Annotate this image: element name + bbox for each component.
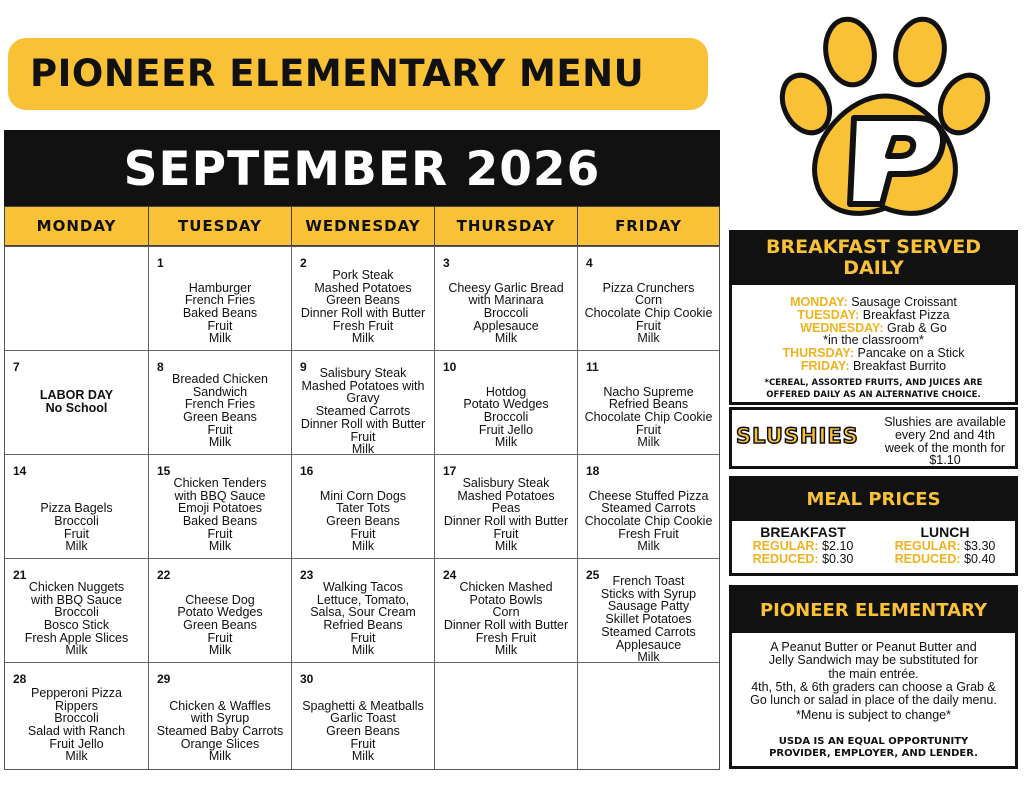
- breakfast-note-line1: *CEREAL, ASSORTED FRUITS, AND JUICES ARE: [764, 377, 983, 388]
- menu-item: Refried Beans: [323, 617, 403, 632]
- page-title: PIONEER ELEMENTARY MENU: [30, 52, 645, 95]
- menu-item: Mashed Potatoes with: [301, 378, 425, 393]
- calendar-day-cell: [578, 559, 719, 663]
- day-number: 8: [157, 360, 164, 374]
- calendar-day-cell: [578, 351, 719, 455]
- regular-label: REGULAR:: [894, 539, 961, 553]
- menu-item: Rippers: [54, 698, 99, 713]
- breakfast-dish: *in the classroom*: [823, 333, 924, 348]
- day-number: 17: [443, 464, 457, 478]
- calendar-day-cell: [435, 559, 578, 663]
- day-number: 11: [586, 360, 599, 374]
- calendar-day-cell: [5, 455, 149, 559]
- month-header: [4, 130, 720, 206]
- menu-item: Garlic Toast: [330, 711, 396, 726]
- menu-item: French Fries: [184, 293, 256, 308]
- menu-item: Fruit: [207, 526, 233, 541]
- menu-items: [5, 581, 148, 657]
- menu-change-note: *Menu is subject to change*: [796, 708, 951, 723]
- menu-item: Broccoli: [483, 305, 529, 320]
- day-number: 16: [300, 464, 314, 478]
- menu-item: Hamburger: [188, 280, 252, 295]
- menu-item: with Marinara: [468, 293, 544, 308]
- title-banner: [8, 38, 708, 110]
- menu-item: Fruit: [207, 630, 233, 645]
- menu-items: [578, 490, 719, 554]
- breakfast-title-line1: BREAKFAST SERVED: [765, 236, 982, 258]
- info-line: Go lunch or salad in place of the daily menu.: [750, 693, 997, 708]
- menu-item: Broccoli: [54, 711, 99, 726]
- calendar-day-cell: [435, 351, 578, 455]
- menu-items: [578, 575, 719, 664]
- menu-item: Green Beans: [183, 617, 257, 632]
- calendar-day-cell: [435, 455, 578, 559]
- lunch-regular-price: $3.30: [964, 539, 996, 553]
- menu-items: [292, 269, 434, 345]
- menu-item: Sausage Patty: [607, 599, 690, 614]
- menu-item: Chocolate Chip Cookie: [584, 305, 713, 320]
- reduced-label: REDUCED:: [894, 552, 961, 566]
- day-number: 10: [443, 360, 457, 374]
- calendar-day-cell: [578, 663, 719, 769]
- menu-item: French Toast: [612, 574, 685, 588]
- menu-item: Peas: [491, 501, 521, 516]
- lunch-price-label: LUNCH: [920, 524, 970, 540]
- menu-item: Spaghetti & Meatballs: [302, 698, 424, 713]
- menu-items: [5, 502, 148, 553]
- menu-items: [149, 477, 291, 553]
- menu-item: Fruit: [493, 526, 519, 541]
- slushies-line: $1.10: [929, 453, 961, 468]
- breakfast-note: [732, 377, 1015, 401]
- menu-item: Broccoli: [54, 605, 99, 620]
- breakfast-price-label: BREAKFAST: [760, 524, 846, 540]
- menu-item: Green Beans: [326, 723, 400, 738]
- menu-item: Chicken Mashed: [459, 579, 553, 594]
- menu-item: Salad with Ranch: [27, 723, 126, 738]
- menu-item: Walking Tacos: [323, 579, 403, 594]
- day-number: 23: [300, 568, 314, 582]
- school-info-panel: [729, 585, 1018, 769]
- menu-items: [149, 594, 291, 658]
- breakfast-dish: Breakfast Burrito: [853, 358, 947, 373]
- breakfast-note-line2: OFFERED DAILY AS AN ALTERNATIVE CHOICE.: [766, 389, 981, 400]
- day-number: 22: [157, 568, 171, 582]
- calendar-day-cell: [5, 247, 149, 351]
- menu-item: Milk: [65, 749, 88, 764]
- day-number: 24: [443, 568, 457, 582]
- menu-item: Applesauce: [615, 637, 682, 652]
- menu-items: [149, 373, 291, 449]
- breakfast-dish: Grab & Go: [887, 320, 947, 335]
- menu-item: Refried Beans: [608, 397, 689, 412]
- menu-item: Milk: [208, 749, 232, 764]
- menu-item: Dinner Roll with Butter: [443, 617, 569, 632]
- meal-prices-panel: [729, 476, 1018, 576]
- calendar-day-cell: [578, 247, 719, 351]
- info-line: Jelly Sandwich may be substituted for: [768, 653, 979, 668]
- info-line: 4th, 5th, & 6th graders can choose a Grab &: [751, 679, 996, 694]
- calendar-day-cell: [5, 559, 149, 663]
- menu-item: Mashed Potatoes: [457, 488, 555, 503]
- menu-item: Sandwich: [192, 384, 248, 399]
- menu-item: Green Beans: [183, 409, 257, 424]
- menu-item: Milk: [351, 539, 375, 554]
- menu-item: No School: [45, 400, 108, 415]
- weekday-tuesday: TUESDAY: [149, 207, 292, 245]
- usda-line1: USDA IS AN EQUAL OPPORTUNITY: [778, 736, 969, 748]
- slushies-line: week of the month for: [884, 440, 1006, 455]
- menu-item: Fruit Jello: [478, 422, 534, 437]
- menu-item: LABOR DAY: [39, 388, 114, 402]
- reduced-label: REDUCED:: [752, 552, 819, 566]
- menu-item: Fruit: [350, 630, 376, 645]
- breakfast-title: [732, 233, 1015, 285]
- menu-item: Fresh Fruit: [618, 526, 679, 541]
- menu-item: Dinner Roll with Butter: [300, 305, 426, 320]
- day-number: 2: [300, 256, 307, 270]
- menu-item: Steamed Carrots: [315, 404, 411, 419]
- breakfast-panel: [729, 230, 1018, 405]
- usda-statement: [732, 736, 1015, 760]
- breakfast-regular-price: $2.10: [822, 539, 854, 553]
- day-number: 18: [586, 464, 600, 478]
- menu-item: Fruit: [636, 318, 661, 333]
- calendar-day-cell: [578, 455, 719, 559]
- menu-item: Fruit: [64, 526, 89, 541]
- slushies-title: SLUSHIES: [736, 424, 859, 448]
- menu-item: Milk: [65, 643, 88, 658]
- breakfast-day-label: MONDAY:: [790, 295, 848, 309]
- calendar-day-cell: [435, 663, 578, 769]
- menu-item: Broccoli: [54, 513, 99, 528]
- menu-calendar: [4, 130, 720, 770]
- menu-item: Salisbury Steak: [462, 475, 550, 490]
- menu-item: Fruit: [350, 736, 376, 751]
- menu-item: Dinner Roll with Butter: [443, 513, 569, 528]
- menu-item: Milk: [351, 442, 375, 457]
- menu-item: Milk: [494, 331, 518, 346]
- day-number: 3: [443, 256, 450, 270]
- breakfast-day-label: TUESDAY:: [797, 307, 860, 322]
- menu-item: Milk: [494, 539, 518, 554]
- menu-items: [578, 282, 719, 346]
- menu-item: Cheese Dog: [185, 592, 255, 607]
- menu-item: Breaded Chicken: [172, 371, 268, 386]
- menu-item: Tater Tots: [336, 501, 390, 516]
- menu-item: Milk: [351, 749, 375, 764]
- school-info-title: PIONEER ELEMENTARY: [732, 588, 1015, 633]
- menu-item: Chocolate Chip Cookie: [584, 513, 713, 528]
- breakfast-day-label: FRIDAY:: [800, 358, 850, 373]
- menu-item: Emoji Potatoes: [177, 501, 263, 516]
- weekday-thursday: THURSDAY: [435, 207, 578, 245]
- calendar-day-cell: [292, 663, 435, 769]
- calendar-day-cell: [292, 351, 435, 455]
- menu-item: Chicken Nuggets: [28, 579, 125, 594]
- menu-item: Milk: [351, 643, 375, 658]
- menu-item: Green Beans: [326, 513, 400, 528]
- menu-item: Milk: [637, 435, 660, 450]
- menu-item: Corn: [492, 605, 520, 620]
- regular-label: REGULAR:: [752, 539, 819, 553]
- breakfast-title-line2: DAILY: [843, 257, 904, 279]
- menu-item: French Fries: [184, 397, 256, 412]
- menu-item: Pepperoni Pizza: [30, 685, 123, 700]
- calendar-day-cell: [292, 247, 435, 351]
- menu-item: Corn: [634, 293, 663, 308]
- menu-items: [149, 282, 291, 346]
- info-line: A Peanut Butter or Peanut Butter and: [770, 640, 977, 654]
- month-title: SEPTEMBER 2026: [123, 142, 601, 197]
- breakfast-list: [732, 296, 1015, 373]
- menu-item: Hotdog: [485, 384, 527, 399]
- menu-item: Steamed Baby Carrots: [156, 723, 284, 738]
- breakfast-reduced-price: $0.30: [822, 552, 854, 566]
- menu-item: Milk: [637, 539, 660, 554]
- menu-item: with BBQ Sauce: [30, 592, 122, 607]
- weekday-friday: FRIDAY: [615, 217, 682, 235]
- menu-item: Milk: [208, 539, 232, 554]
- menu-item: Milk: [494, 643, 518, 658]
- menu-item: Fruit: [350, 429, 376, 444]
- calendar-day-cell: [149, 351, 292, 455]
- menu-item: Green Beans: [326, 293, 400, 308]
- menu-item: Fruit: [350, 526, 376, 541]
- menu-item: Orange Slices: [180, 736, 260, 751]
- day-number: 14: [13, 464, 27, 478]
- calendar-day-cell: [5, 351, 149, 455]
- menu-item: Salsa, Sour Cream: [310, 605, 416, 620]
- info-line: the main entrée.: [828, 666, 919, 681]
- menu-item: Milk: [637, 650, 660, 665]
- menu-item: Fruit Jello: [49, 736, 104, 751]
- menu-item: Gravy: [346, 391, 380, 406]
- menu-item: Chocolate Chip Cookie: [584, 409, 713, 424]
- menu-item: Mashed Potatoes: [314, 280, 412, 295]
- menu-item: Skillet Potatoes: [605, 612, 692, 627]
- calendar-day-cell: [292, 559, 435, 663]
- menu-item: Chicken & Waffles: [169, 698, 271, 713]
- menu-items: [292, 581, 434, 657]
- menu-item: Potato Wedges: [463, 397, 549, 412]
- menu-item: Cheese Stuffed Pizza: [588, 488, 709, 503]
- menu-item: Potato Bowls: [469, 592, 543, 607]
- menu-item: Mini Corn Dogs: [319, 488, 407, 503]
- menu-item: Milk: [65, 539, 88, 554]
- menu-item: Steamed Carrots: [601, 501, 696, 516]
- menu-item: Milk: [351, 331, 375, 346]
- lunch-reduced-price: $0.40: [964, 552, 996, 566]
- weekday-wednesday: WEDNESDAY: [292, 207, 435, 245]
- calendar-grid: [4, 246, 720, 770]
- day-number: 4: [586, 256, 593, 270]
- menu-items: [435, 282, 577, 346]
- menu-item: Broccoli: [483, 409, 529, 424]
- menu-items: [5, 687, 148, 763]
- menu-item: Milk: [208, 643, 232, 658]
- day-number: 28: [13, 672, 27, 686]
- menu-item: Fruit: [207, 318, 233, 333]
- menu-items: [435, 581, 577, 657]
- menu-item: with Syrup: [190, 711, 250, 726]
- menu-item: Pizza Crunchers: [602, 280, 695, 295]
- calendar-day-cell: [149, 247, 292, 351]
- slushies-line: Slushies are available: [884, 415, 1006, 429]
- menu-items: [578, 386, 719, 450]
- weekday-monday: MONDAY: [5, 207, 149, 245]
- menu-item: Milk: [208, 435, 232, 450]
- breakfast-item: [732, 360, 1015, 373]
- slushies-line: every 2nd and 4th: [894, 427, 996, 442]
- menu-item: Baked Beans: [182, 305, 258, 320]
- menu-item: Milk: [637, 331, 660, 346]
- school-info-text: [732, 641, 1015, 707]
- menu-item: Dinner Roll with Butter: [300, 416, 426, 431]
- day-number: 29: [157, 672, 171, 686]
- day-number: 25: [586, 568, 600, 582]
- menu-items: [292, 367, 434, 456]
- menu-items: [149, 700, 291, 764]
- menu-items: [435, 386, 577, 450]
- menu-items: [292, 700, 434, 764]
- day-number: 30: [300, 672, 314, 686]
- day-number: 15: [157, 464, 171, 478]
- menu-item: Pizza Bagels: [40, 501, 113, 516]
- calendar-day-cell: [149, 663, 292, 769]
- meal-prices-title: MEAL PRICES: [732, 479, 1015, 521]
- slushies-panel: [729, 407, 1018, 469]
- menu-item: Milk: [208, 331, 232, 346]
- menu-item: Baked Beans: [182, 513, 258, 528]
- calendar-day-cell: [435, 247, 578, 351]
- menu-item: Pork Steak: [332, 267, 394, 282]
- weekday-header-row: [4, 206, 720, 246]
- breakfast-day-label: THURSDAY:: [782, 346, 855, 361]
- lunch-prices: [874, 525, 1016, 566]
- no-school-notice: [5, 389, 148, 414]
- menu-items: [435, 477, 577, 553]
- calendar-day-cell: [149, 455, 292, 559]
- paw-print-icon: [770, 8, 1000, 228]
- menu-item: Milk: [494, 435, 518, 450]
- menu-item: Potato Wedges: [177, 605, 263, 620]
- menu-items: [292, 490, 434, 554]
- menu-item: Fruit: [636, 422, 661, 437]
- breakfast-day-label: WEDNESDAY:: [800, 320, 884, 335]
- day-number: 9: [300, 360, 307, 374]
- menu-item: Fresh Apple Slices: [24, 630, 129, 645]
- menu-item: Salisbury Steak: [319, 366, 407, 380]
- day-number: 7: [13, 360, 20, 374]
- usda-line2: PROVIDER, EMPLOYER, AND LENDER.: [769, 748, 978, 760]
- menu-item: Applesauce: [473, 318, 539, 333]
- menu-item: Fresh Fruit: [332, 318, 394, 333]
- menu-item: Fresh Fruit: [475, 630, 537, 645]
- breakfast-dish: Pancake on a Stick: [857, 346, 965, 361]
- menu-item: Chicken Tenders: [173, 475, 267, 490]
- calendar-day-cell: [149, 559, 292, 663]
- breakfast-dish: Breakfast Pizza: [862, 307, 950, 322]
- menu-item: Bosco Stick: [43, 617, 110, 632]
- day-number: 1: [157, 256, 164, 270]
- breakfast-dish: Sausage Croissant: [851, 295, 957, 309]
- menu-item: Lettuce, Tomato,: [316, 592, 410, 607]
- menu-item: Fruit: [207, 422, 233, 437]
- day-number: 21: [13, 568, 27, 582]
- slushies-text: [875, 416, 1015, 467]
- menu-item: Cheesy Garlic Bread: [448, 280, 564, 295]
- calendar-day-cell: [292, 455, 435, 559]
- menu-item: Sticks with Syrup: [600, 586, 697, 601]
- menu-item: Steamed Carrots: [601, 624, 696, 639]
- menu-item: Nacho Supreme: [603, 384, 694, 399]
- menu-item: with BBQ Sauce: [174, 488, 266, 503]
- calendar-day-cell: [5, 663, 149, 769]
- breakfast-prices: [732, 525, 874, 566]
